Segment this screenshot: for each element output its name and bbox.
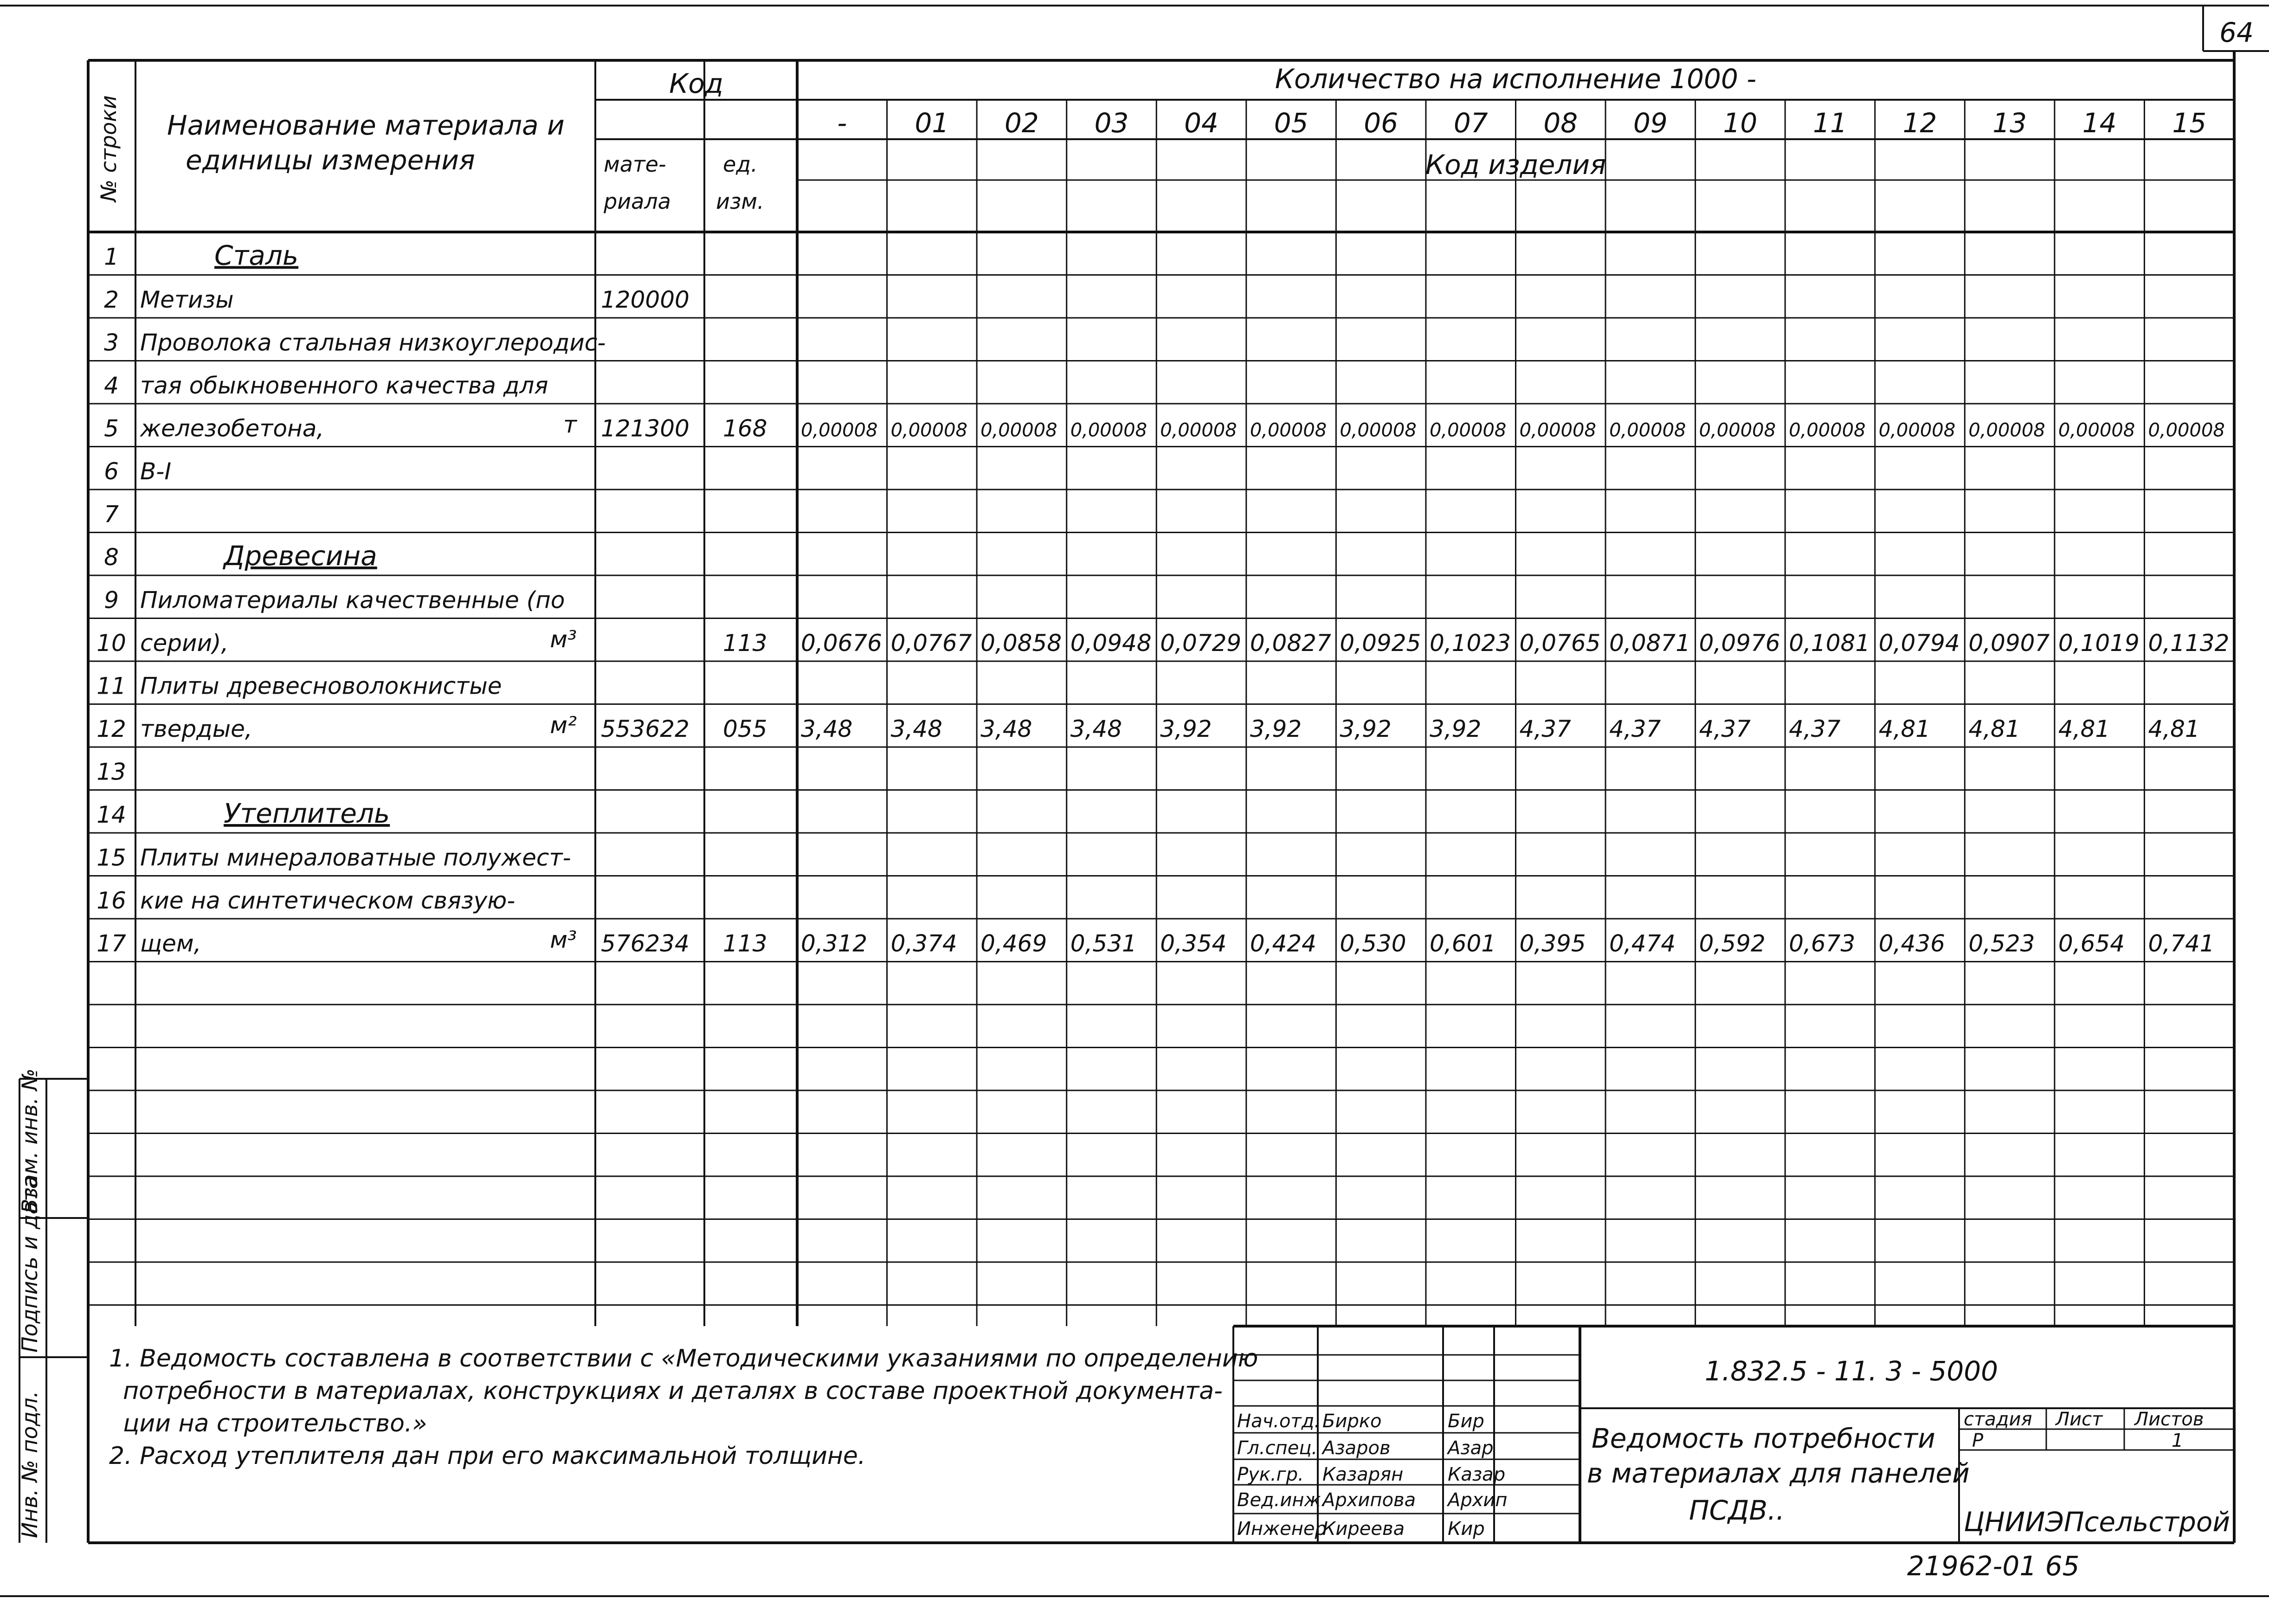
variant-label: 06 bbox=[1364, 107, 1399, 139]
row-number: 12 bbox=[97, 715, 126, 742]
quantity-value: 0,00008 bbox=[2148, 419, 2225, 441]
material-name: щем, bbox=[140, 930, 201, 957]
section-heading: Утеплитель bbox=[224, 798, 390, 829]
section-heading: Сталь bbox=[214, 239, 299, 271]
quantity-value: 0,474 bbox=[1609, 930, 1676, 957]
header-name-l2: единицы измерения bbox=[186, 144, 475, 176]
row-number: 4 bbox=[104, 372, 119, 399]
quantity-value: 0,00008 bbox=[1340, 419, 1417, 441]
sig-signature: Архип bbox=[1448, 1489, 1508, 1511]
row-number: 3 bbox=[104, 329, 119, 356]
quantity-value: 0,00008 bbox=[1519, 419, 1596, 441]
row-number: 2 bbox=[104, 286, 119, 313]
sig-signature: Бир bbox=[1448, 1411, 1484, 1432]
variant-label: 05 bbox=[1274, 107, 1309, 139]
unit-code: 055 bbox=[723, 715, 767, 742]
doc-title-l1: Ведомость потребности bbox=[1592, 1423, 1935, 1454]
row-number: 11 bbox=[97, 672, 126, 700]
unit-code: 113 bbox=[723, 630, 767, 657]
quantity-value: 4,81 bbox=[1968, 715, 2020, 742]
variant-label: 09 bbox=[1633, 107, 1668, 139]
row-number: 15 bbox=[97, 844, 126, 871]
header-name-l1: Наименование материала и bbox=[167, 110, 565, 141]
quantity-value: 0,436 bbox=[1878, 930, 1945, 957]
material-name: Пиломатериалы качественные (по bbox=[140, 586, 565, 614]
note-line: 2. Расход утеплителя дан при его максимальной толщине. bbox=[109, 1442, 866, 1470]
quantity-value: 0,0794 bbox=[1878, 630, 1960, 657]
quantity-value: 0,592 bbox=[1699, 930, 1766, 957]
variant-label: 04 bbox=[1184, 107, 1218, 139]
quantity-value: 0,523 bbox=[1968, 930, 2035, 957]
row-number: 16 bbox=[97, 887, 126, 914]
quantity-value: 0,00008 bbox=[1789, 419, 1866, 441]
header-row-no: № строки bbox=[96, 95, 121, 202]
unit-code: 168 bbox=[723, 415, 767, 442]
side-stamp-podpis: Подпись и дата bbox=[17, 1175, 42, 1353]
material-name: твердые, bbox=[140, 715, 252, 742]
note-line: 1. Ведомость составлена в соответствии с «Методическими указаниями по определению bbox=[109, 1345, 1258, 1373]
quantity-value: 0,0767 bbox=[890, 630, 972, 657]
material-code: 553622 bbox=[601, 715, 690, 742]
quantity-value: 0,654 bbox=[2058, 930, 2125, 957]
variant-label: - bbox=[837, 107, 847, 139]
row-number: 1 bbox=[104, 243, 119, 271]
quantity-value: 4,37 bbox=[1609, 715, 1661, 742]
material-name: железобетона, bbox=[140, 415, 324, 442]
quantity-value: 0,0907 bbox=[1968, 630, 2050, 657]
quantity-value: 3,48 bbox=[980, 715, 1032, 742]
quantity-value: 0,0827 bbox=[1250, 630, 1331, 657]
material-name: тая обыкновенного качества для bbox=[140, 372, 548, 399]
header-product-code: Код изделия bbox=[1425, 149, 1606, 180]
quantity-value: 0,1081 bbox=[1789, 630, 1870, 657]
doc-code: 1.832.5 - 11. 3 - 5000 bbox=[1704, 1355, 1998, 1387]
quantity-value: 0,00008 bbox=[1429, 419, 1507, 441]
quantity-value: 0,1132 bbox=[2148, 630, 2230, 657]
quantity-value: 0,395 bbox=[1519, 930, 1586, 957]
row-number: 9 bbox=[104, 586, 119, 614]
page-number: 64 bbox=[2219, 17, 2254, 48]
organization: ЦНИИЭПсельстрой bbox=[1964, 1506, 2230, 1538]
material-name: Метизы bbox=[140, 286, 234, 313]
quantity-value: 4,37 bbox=[1789, 715, 1841, 742]
header-code-mat-2: риала bbox=[604, 189, 671, 214]
quantity-value: 0,0976 bbox=[1699, 630, 1780, 657]
material-code: 121300 bbox=[601, 415, 690, 442]
material-name: Плиты минераловатные полужест- bbox=[140, 844, 571, 871]
quantity-value: 0,00008 bbox=[980, 419, 1057, 441]
material-code: 576234 bbox=[601, 930, 690, 957]
quantity-value: 3,48 bbox=[890, 715, 942, 742]
header-code-unit: ед. bbox=[723, 152, 758, 177]
unit-label: м² bbox=[550, 712, 577, 739]
unit-label: м³ bbox=[550, 626, 577, 653]
quantity-value: 3,48 bbox=[1070, 715, 1122, 742]
unit-code: 113 bbox=[723, 930, 767, 957]
variant-label: 08 bbox=[1543, 107, 1578, 139]
quantity-value: 4,81 bbox=[2148, 715, 2200, 742]
quantity-value: 0,00008 bbox=[1160, 419, 1237, 441]
quantity-value: 0,312 bbox=[801, 930, 868, 957]
quantity-value: 0,0871 bbox=[1609, 630, 1691, 657]
quantity-value: 0,00008 bbox=[1878, 419, 1956, 441]
quantity-value: 4,81 bbox=[1878, 715, 1931, 742]
material-code: 120000 bbox=[601, 286, 690, 313]
section-heading: Древесина bbox=[224, 540, 377, 572]
variant-label: 02 bbox=[1005, 107, 1039, 139]
row-number: 14 bbox=[97, 801, 126, 828]
row-number: 5 bbox=[104, 415, 119, 442]
header-code: Код bbox=[669, 68, 723, 99]
sheet-label: Лист bbox=[2056, 1409, 2103, 1430]
quantity-value: 0,00008 bbox=[1250, 419, 1327, 441]
footer-code: 21962-01 65 bbox=[1907, 1550, 2080, 1582]
quantity-value: 4,37 bbox=[1699, 715, 1751, 742]
quantity-value: 0,601 bbox=[1429, 930, 1496, 957]
header-quantity: Количество на исполнение 1000 - bbox=[1275, 63, 1757, 95]
sig-name: Киреева bbox=[1322, 1518, 1405, 1540]
doc-title-l3: ПСДВ.. bbox=[1689, 1495, 1785, 1526]
sig-role: Нач.отд. bbox=[1237, 1411, 1321, 1432]
variant-label: 11 bbox=[1813, 107, 1847, 139]
quantity-value: 0,531 bbox=[1070, 930, 1137, 957]
quantity-value: 0,374 bbox=[890, 930, 957, 957]
quantity-value: 0,0948 bbox=[1070, 630, 1152, 657]
quantity-value: 3,92 bbox=[1340, 715, 1392, 742]
sig-role: Гл.спец. bbox=[1237, 1437, 1318, 1459]
quantity-value: 0,00008 bbox=[2058, 419, 2135, 441]
row-number: 8 bbox=[104, 544, 119, 571]
variant-label: 13 bbox=[1992, 107, 2027, 139]
quantity-value: 0,530 bbox=[1340, 930, 1406, 957]
quantity-value: 0,00008 bbox=[1070, 419, 1147, 441]
quantity-value: 0,0676 bbox=[801, 630, 882, 657]
doc-title-l2: в материалах для панелей bbox=[1587, 1457, 1970, 1489]
quantity-value: 0,673 bbox=[1789, 930, 1856, 957]
quantity-value: 0,1019 bbox=[2058, 630, 2140, 657]
quantity-value: 0,0729 bbox=[1160, 630, 1242, 657]
quantity-value: 0,0765 bbox=[1519, 630, 1601, 657]
header-code-mat: мате- bbox=[604, 152, 666, 177]
sig-signature: Азар bbox=[1448, 1437, 1494, 1459]
quantity-value: 0,00008 bbox=[890, 419, 967, 441]
sig-name: Архипова bbox=[1322, 1489, 1416, 1511]
row-number: 7 bbox=[104, 501, 119, 528]
quantity-value: 3,48 bbox=[801, 715, 853, 742]
quantity-value: 0,741 bbox=[2148, 930, 2215, 957]
side-stamp-vzam: Взам. инв. № bbox=[17, 1068, 42, 1213]
row-number: 17 bbox=[97, 930, 126, 957]
sig-name: Азаров bbox=[1322, 1437, 1391, 1459]
quantity-value: 3,92 bbox=[1250, 715, 1302, 742]
material-name: В-I bbox=[140, 458, 172, 485]
quantity-value: 0,424 bbox=[1250, 930, 1316, 957]
variant-label: 15 bbox=[2172, 107, 2207, 139]
stage-value: Р bbox=[1972, 1430, 1984, 1451]
material-name: Проволока стальная низкоуглеродис- bbox=[140, 329, 606, 356]
header-code-unit-2: изм. bbox=[716, 189, 764, 214]
side-stamp-inv: Инв. № подл. bbox=[17, 1391, 42, 1538]
row-number: 13 bbox=[97, 758, 126, 786]
sig-name: Казарян bbox=[1322, 1464, 1404, 1485]
variant-label: 12 bbox=[1902, 107, 1937, 139]
sig-role: Вед.инж. bbox=[1237, 1489, 1327, 1511]
quantity-value: 0,354 bbox=[1160, 930, 1227, 957]
sig-role: Инженер bbox=[1237, 1518, 1327, 1540]
quantity-value: 0,0858 bbox=[980, 630, 1062, 657]
quantity-value: 0,00008 bbox=[1968, 419, 2045, 441]
variant-label: 01 bbox=[915, 107, 949, 139]
quantity-value: 3,92 bbox=[1160, 715, 1212, 742]
row-number: 10 bbox=[97, 630, 126, 657]
material-name: Плиты древесноволокнистые bbox=[140, 672, 502, 700]
note-line: ции на строительство.» bbox=[123, 1410, 427, 1437]
quantity-value: 0,00008 bbox=[1699, 419, 1776, 441]
stage-label: стадия bbox=[1964, 1409, 2032, 1430]
quantity-value: 0,00008 bbox=[801, 419, 878, 441]
quantity-value: 0,00008 bbox=[1609, 419, 1686, 441]
material-name: кие на синтетическом связую- bbox=[140, 887, 516, 914]
variant-label: 07 bbox=[1453, 107, 1488, 139]
sig-signature: Кир bbox=[1448, 1518, 1485, 1540]
note-line: потребности в материалах, конструкциях и деталях в составе проектной документа- bbox=[123, 1377, 1223, 1405]
quantity-value: 0,0925 bbox=[1340, 630, 1421, 657]
quantity-value: 4,37 bbox=[1519, 715, 1571, 742]
variant-label: 10 bbox=[1723, 107, 1758, 139]
variant-label: 14 bbox=[2082, 107, 2117, 139]
sheets-label: Листов bbox=[2134, 1409, 2204, 1430]
sig-signature: Казар bbox=[1448, 1464, 1506, 1485]
sig-name: Бирко bbox=[1322, 1411, 1382, 1432]
sheets-value: 1 bbox=[2172, 1430, 2184, 1451]
quantity-value: 4,81 bbox=[2058, 715, 2110, 742]
row-number: 6 bbox=[104, 458, 119, 485]
sig-role: Рук.гр. bbox=[1237, 1464, 1304, 1485]
variant-label: 03 bbox=[1094, 107, 1129, 139]
quantity-value: 3,92 bbox=[1429, 715, 1482, 742]
unit-label: т bbox=[563, 411, 577, 438]
material-name: серии), bbox=[140, 630, 229, 657]
quantity-value: 0,469 bbox=[980, 930, 1047, 957]
unit-label: м³ bbox=[550, 926, 577, 954]
quantity-value: 0,1023 bbox=[1429, 630, 1511, 657]
